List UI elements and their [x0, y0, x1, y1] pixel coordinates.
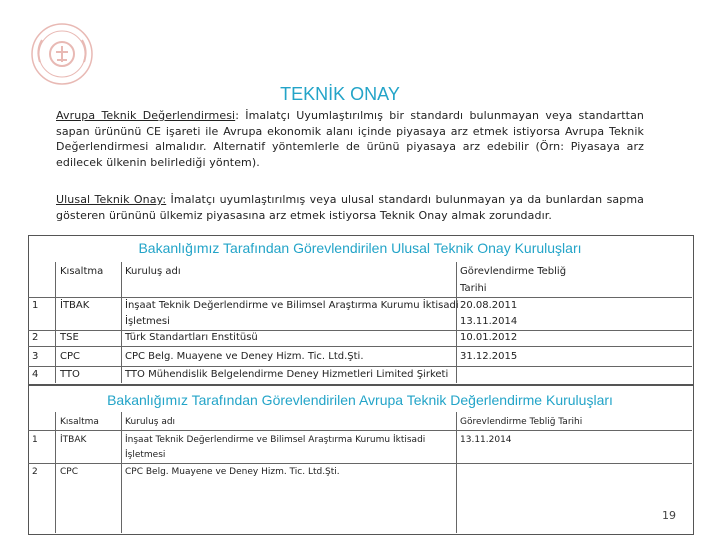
column-divider [55, 262, 56, 383]
row-abbr: İTBAK [60, 300, 90, 311]
column-header-abbr: Kısaltma [60, 266, 104, 277]
column-header-name: Kuruluş adı [125, 417, 176, 427]
term-national-approval: Ulusal Teknik Onay: [56, 193, 167, 206]
row-divider [28, 346, 692, 347]
row-number: 3 [32, 351, 39, 362]
row-date: 31.12.2015 [460, 351, 518, 362]
row-number: 4 [32, 369, 39, 380]
column-header-date: Görevlendirme Tebliğ Tarihi [460, 417, 583, 427]
row-number: 1 [32, 300, 39, 311]
page-title: TEKNİK ONAY [280, 84, 400, 104]
column-divider [121, 262, 122, 383]
paragraph-national-approval [56, 192, 644, 223]
row-name: CPC Belg. Muayene ve Deney Hizm. Tic. Ltd.Şti. [125, 351, 364, 362]
row-abbr: İTBAK [60, 435, 87, 445]
row-number: 2 [32, 332, 39, 343]
row-abbr: TSE [60, 332, 79, 343]
row-divider [28, 430, 692, 431]
ministry-emblem-icon [30, 22, 94, 86]
column-header-name: Kuruluş adı [125, 266, 181, 277]
row-date-2: 13.11.2014 [460, 316, 518, 327]
paragraph-european-assessment [56, 108, 644, 170]
paragraph-text: İmalatçı uyumlaştırılmış veya ulusal standardı bulunmayan ya da bunlardan sapma gösteren ürününü ülkemiz piyasasına arz etmek istiyorsa Teknik Onay almak zorundadır. [56, 193, 644, 222]
column-header-date: Görevlendirme Tebliğ [460, 266, 567, 277]
row-name-cont: İşletmesi [125, 450, 166, 460]
row-abbr: CPC [60, 351, 80, 362]
row-name: TTO Mühendislik Belgelendirme Deney Hizmetleri Limited Şirketi [125, 369, 449, 380]
table-title-european: Bakanlığımız Tarafından Görevlendirilen Avrupa Teknik Değerlendirme Kuruluşları [107, 392, 613, 408]
table-title-national: Bakanlığımız Tarafından Görevlendirilen Ulusal Teknik Onay Kuruluşları [138, 240, 582, 256]
row-abbr: TTO [60, 369, 80, 380]
paragraph-text: : İmalatçı Uyumlaştırılmış bir standardı bulunmayan veya standarttan sapan ürününü CE işareti ile Avrupa ekonomik alanı içinde piyasaya arz etmek istiyorsa Avrupa Teknik Değerlendirmesi almalıdır. Alternatif yöntemlerle de ürünü piyasaya arz edebilir (Örn: Piyasaya arz edilecek ülkenin belirlediği yöntem). [56, 109, 644, 169]
row-name: Türk Standartları Enstitüsü [125, 332, 258, 343]
row-name: CPC Belg. Muayene ve Deney Hizm. Tic. Ltd.Şti. [125, 467, 340, 477]
column-divider [456, 262, 457, 383]
column-header-date-2: Tarihi [460, 283, 487, 294]
row-date: 20.08.2011 [460, 300, 518, 311]
row-date: 10.01.2012 [460, 332, 518, 343]
term-european-assessment: Avrupa Teknik Değerlendirmesi [56, 109, 236, 122]
page-number: 19 [662, 509, 676, 522]
row-name: İnşaat Teknik Değerlendirme ve Bilimsel Araştırma Kurumu İktisadi [125, 435, 426, 445]
row-date: 13.11.2014 [460, 435, 512, 445]
column-header-abbr: Kısaltma [60, 417, 99, 427]
row-name: İnşaat Teknik Değerlendirme ve Bilimsel Araştırma Kurumu İktisadi [125, 300, 459, 311]
row-name-cont: İşletmesi [125, 316, 170, 327]
row-number: 2 [32, 467, 38, 477]
row-number: 1 [32, 435, 38, 445]
row-abbr: CPC [60, 467, 78, 477]
